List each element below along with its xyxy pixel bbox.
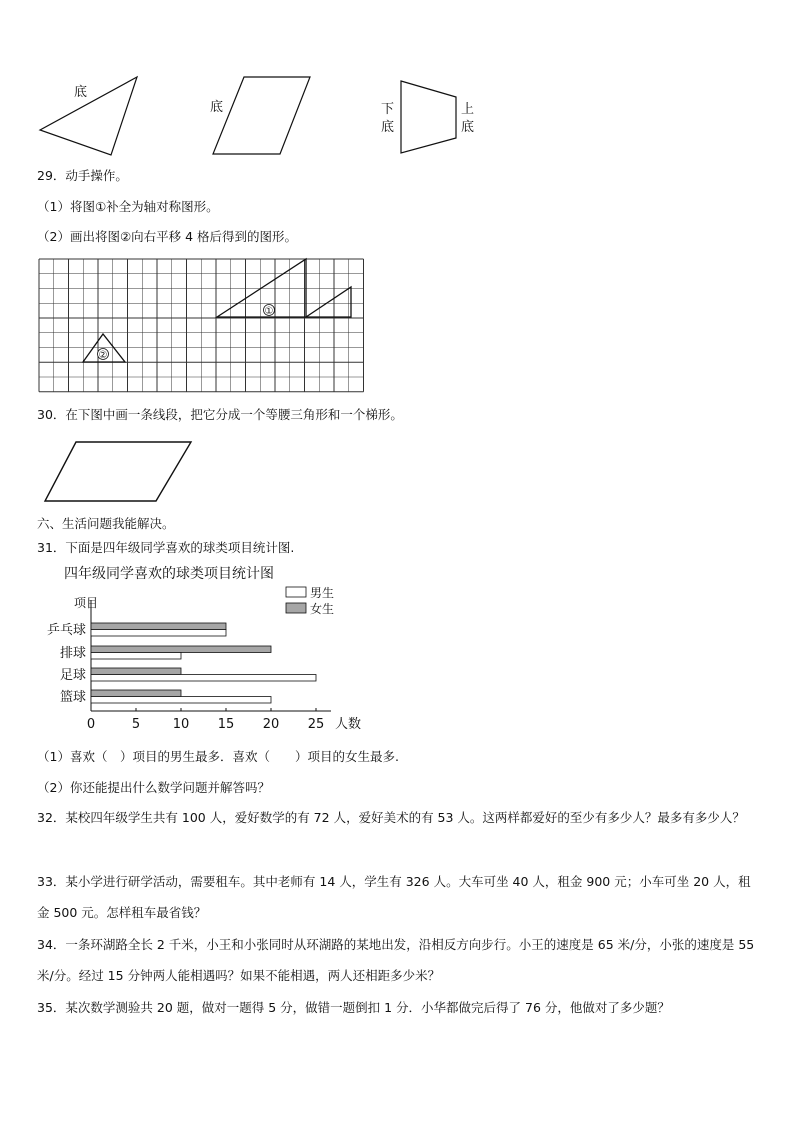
q30-parallelogram xyxy=(45,442,191,501)
bar-篮球-男生 xyxy=(91,697,271,704)
legend-label-0: 男生 xyxy=(310,586,335,600)
triangle-shape xyxy=(40,77,137,155)
section6-title: 六、生活问题我能解决。 xyxy=(37,516,175,531)
figure1-small-triangle xyxy=(306,287,351,317)
category-label-3: 篮球 xyxy=(59,690,86,705)
chart-x-axis-label: 人数 xyxy=(335,717,362,732)
chart-title: 四年级同学喜欢的球类项目统计图 xyxy=(64,566,274,582)
triangle-base-label: 底 xyxy=(74,85,88,100)
grid-lines xyxy=(39,259,364,392)
legend-swatch-1 xyxy=(286,603,306,613)
x-tick-label-1: 5 xyxy=(131,717,141,732)
x-tick-label-4: 20 xyxy=(262,717,280,732)
q32-text: 32．某校四年级学生共有 100 人，爱好数学的有 72 人，爱好美术的有 53 人。这两样都爱好的至少有多少人？最多有多少人？ xyxy=(37,810,745,825)
x-tick-label-0: 0 xyxy=(86,717,96,732)
q34-text: 34．一条环湖路全长 2 千米，小王和小张同时从环湖路的某地出发，沿相反方向步行。小王的速度是 65 米/分，小张的速度是 55 米/分。经过 15 分钟两人能相遇吗？如果不能相遇，两人还相距多少米？ xyxy=(37,937,755,983)
category-label-0: 乒乓球 xyxy=(46,623,86,638)
bar-排球-女生 xyxy=(91,646,271,653)
q31-part1: （1）喜欢（ ）项目的男生最多．喜欢（ ）项目的女生最多. xyxy=(37,749,399,764)
bar-篮球-女生 xyxy=(91,690,181,697)
parallelogram-shape xyxy=(213,77,310,154)
figure1-half-triangle xyxy=(217,259,306,317)
chart-bars xyxy=(91,623,316,703)
top-shapes-figure xyxy=(0,0,794,170)
q29-part1: （1）将图①补全为轴对称图形。 xyxy=(37,199,219,214)
q29-part2: （2）画出将图②向右平移 4 格后得到的图形。 xyxy=(37,229,298,244)
q31-intro: 31．下面是四年级同学喜欢的球类项目统计图. xyxy=(37,540,295,555)
q30-parallelogram-figure xyxy=(40,438,200,508)
bar-足球-女生 xyxy=(91,668,181,675)
parallelogram-base-label: 底 xyxy=(210,100,224,115)
chart-ticks xyxy=(87,708,324,732)
trapezoid-shape xyxy=(401,81,456,153)
legend-swatch-0 xyxy=(286,587,306,597)
q29-grid-figure xyxy=(36,256,370,394)
trapezoid-bottom-base-label: 下 底 xyxy=(381,102,395,135)
legend-label-1: 女生 xyxy=(310,602,335,616)
figure1-label: ① xyxy=(264,306,274,317)
q31-bar-chart xyxy=(30,560,380,736)
figure2-label: ② xyxy=(98,350,108,361)
q29-title: 29．动手操作。 xyxy=(37,168,128,183)
chart-y-axis-label: 项目 xyxy=(74,596,99,610)
bar-乒乓球-女生 xyxy=(91,623,226,630)
bar-排球-男生 xyxy=(91,653,181,660)
x-tick-label-3: 15 xyxy=(217,717,235,732)
bar-乒乓球-男生 xyxy=(91,630,226,637)
q33-text: 33．某小学进行研学活动，需要租车。其中老师有 14 人，学生有 326 人。大车可坐 40 人，租金 900 元；小车可坐 20 人，租金 500 元。怎样租车最省钱？ xyxy=(37,874,751,920)
category-label-1: 排球 xyxy=(59,646,86,661)
x-tick-label-2: 10 xyxy=(172,717,190,732)
trapezoid-top-base-label: 上 底 xyxy=(461,102,475,135)
bar-足球-男生 xyxy=(91,675,316,682)
category-label-2: 足球 xyxy=(59,668,86,683)
chart-legend xyxy=(286,585,334,616)
q30-text: 30．在下图中画一条线段，把它分成一个等腰三角形和一个梯形。 xyxy=(37,407,403,422)
q35-text: 35．某次数学测验共 20 题，做对一题得 5 分，做错一题倒扣 1 分．小华都做完后得了 76 分，他做对了多少题？ xyxy=(37,1000,670,1015)
x-tick-label-5: 25 xyxy=(307,717,325,732)
chart-category-labels xyxy=(47,622,86,705)
q31-part2: （2）你还能提出什么数学问题并解答吗？ xyxy=(37,780,270,795)
